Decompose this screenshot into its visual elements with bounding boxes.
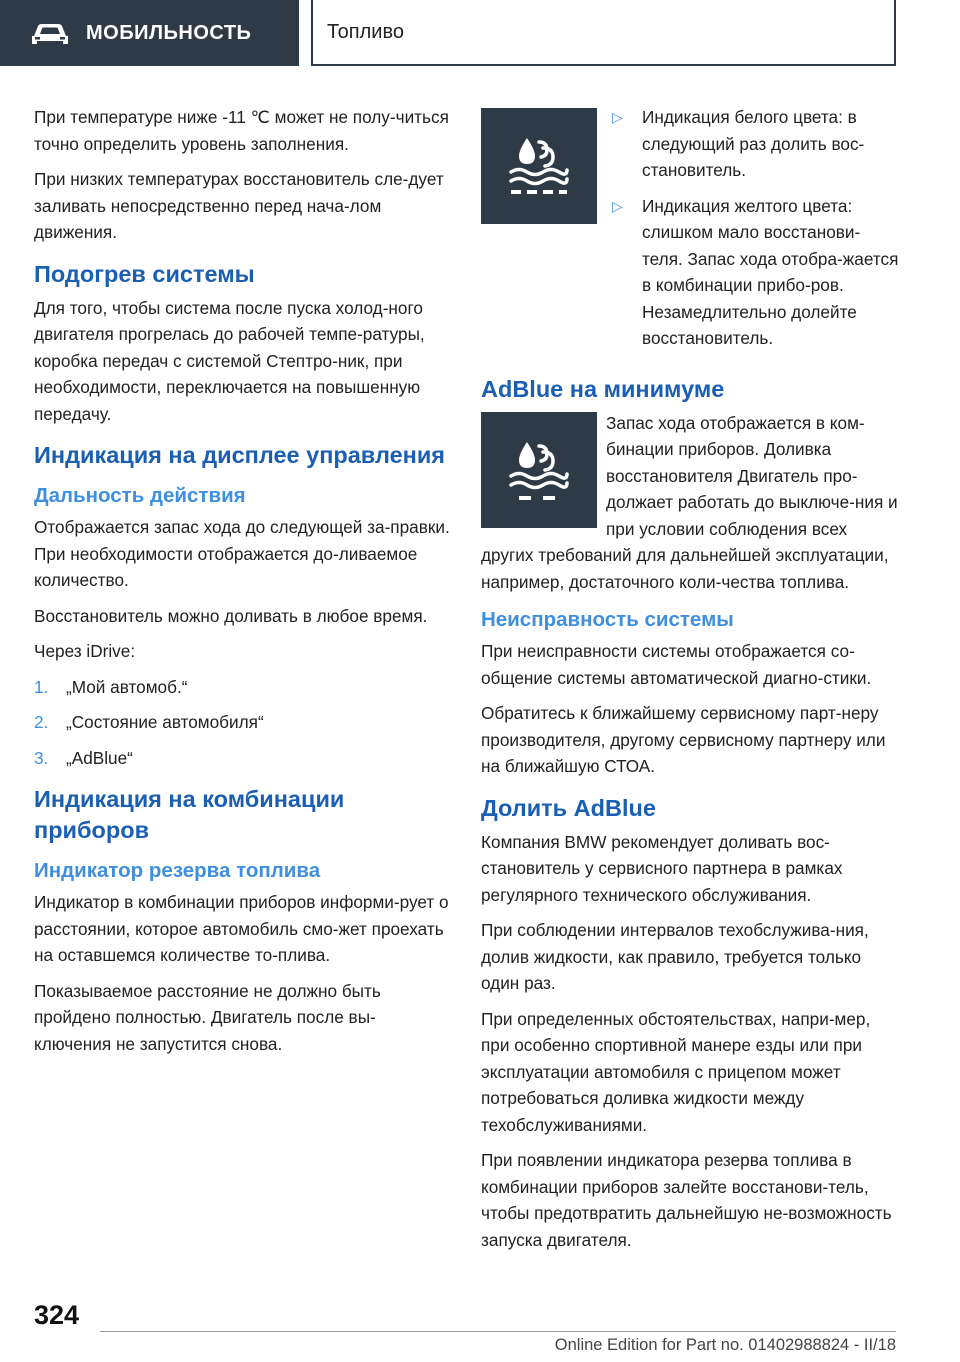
paragraph: Восстановитель можно доливать в любое время. — [34, 605, 428, 626]
subheading-reserve: Индикатор резерва топлива — [34, 859, 321, 882]
heading-heating: Подогрев системы — [34, 260, 255, 287]
subheading-fault: Неисправность системы — [481, 608, 734, 631]
paragraph: При соблюдении интервалов техобслужива-ния, долив жидкости, как правило, требуется только один раз. — [481, 920, 869, 993]
step-number: 3. — [34, 747, 49, 768]
paragraph: При неисправности системы отображается со-общение системы автоматической диагно-стики. — [481, 641, 872, 688]
step-number: 2. — [34, 712, 49, 732]
car-icon — [28, 18, 72, 48]
header-section-tab — [0, 0, 299, 66]
paragraph: При температуре ниже -11 ℃ может не полу-читься точно определить уровень заполнения. — [34, 107, 449, 154]
adblue-drop-icon — [497, 124, 581, 208]
paragraph: Через iDrive: — [34, 641, 136, 661]
paragraph: Запас хода отображается в ком-бинации приборов. Доливка восстановителя Двигатель про-должает работать до выключе-ния и при условии соблюдения всех других требований для дальнейшей эксплуатации, например, достаточного коли-чества топлива. — [481, 412, 898, 592]
paragraph: При появлении индикатора резерва топлива в комбинации приборов залейте восстанови-тель, чтобы предотвратить дальнейшую не-возможность запуска двигателя. — [481, 1150, 892, 1250]
paragraph: Индикатор в комбинации приборов информи-рует о расстоянии, которое автомобиль смо-жет проехать на оставшемся количестве то-плива. — [34, 892, 449, 965]
paragraph: Обратитесь к ближайшему сервисному парт-неру производителя, другому сервисному партнеру или на ближайшую СТОА. — [481, 703, 886, 776]
step-number: 1. — [34, 676, 49, 697]
list-item — [612, 193, 899, 352]
topic-title: Топливо — [327, 20, 404, 43]
step-text: „AdBlue“ — [66, 747, 133, 768]
right-column — [481, 104, 899, 1262]
paragraph: При определенных обстоятельствах, напри-мер, при особенно спортивной манере езды или при эксплуатации автомобиля с прицепом может потребоваться доливка жидкости между техобслуживаниями. — [481, 1008, 871, 1135]
indicator-bullets — [612, 104, 899, 361]
paragraph: При низких температурах восстановитель сле-дует заливать непосредственно перед нача-лом движения. — [34, 169, 444, 242]
adblue-min-block — [481, 410, 899, 596]
heading-topup: Долить AdBlue — [481, 794, 656, 821]
section-title: МОБИЛЬНОСТЬ — [86, 21, 252, 44]
list-item — [612, 104, 899, 184]
paragraph: Показываемое расстояние не должно быть пройдено полностью. Двигатель после вы-ключения не запустится снова. — [34, 980, 381, 1054]
bullet-text: Индикация желтого цвета: слишком мало восстанови-теля. Запас хода отобра-жается в комбинации прибо-ров. Незамедлительно долейте восстановитель. — [642, 195, 899, 348]
list-item — [34, 674, 452, 701]
indicator-block — [481, 104, 899, 361]
triangle-bullet-icon: ▷ — [612, 109, 623, 125]
heading-cluster: Индикация на комбинации приборов — [34, 786, 345, 843]
list-item — [34, 745, 452, 772]
triangle-bullet-icon: ▷ — [612, 197, 623, 214]
step-text: „Мой автомоб.“ — [66, 676, 188, 697]
page-number: 324 — [34, 1300, 80, 1330]
adblue-drop-icon — [497, 428, 581, 512]
step-text: „Состояние автомобиля“ — [66, 712, 264, 732]
paragraph: Для того, чтобы система после пуска холод-ного двигателя прогрелась до рабочей темпе-ратуры, коробка передач с системой Стептро-ник, при необходимости, переключается на повышенную передачу. — [34, 297, 425, 424]
footer-divider — [100, 1331, 896, 1332]
heading-adblue-min: AdBlue на минимуме — [481, 375, 725, 402]
idrive-steps — [34, 674, 452, 772]
adblue-indicator-icon — [481, 108, 597, 224]
bullet-text: Индикация белого цвета: в следующий раз долить вос-становитель. — [642, 107, 865, 180]
paragraph: Отображается запас хода до следующей за-правки. При необходимости отображается до-ливаемое количество. — [34, 517, 450, 590]
edition-text: Online Edition for Part no. 01402988824 - II/18 — [554, 1336, 896, 1354]
heading-display: Индикация на дисплее управления — [34, 442, 445, 468]
header-topic-box — [311, 0, 896, 66]
subheading-range: Дальность действия — [34, 484, 246, 507]
adblue-min-icon — [481, 412, 597, 528]
left-column — [34, 104, 452, 1066]
list-item — [34, 709, 452, 736]
paragraph: Компания BMW рекомендует доливать вос-становитель у сервисного партнера в рамках регулярного технического обслуживания. — [481, 831, 843, 905]
